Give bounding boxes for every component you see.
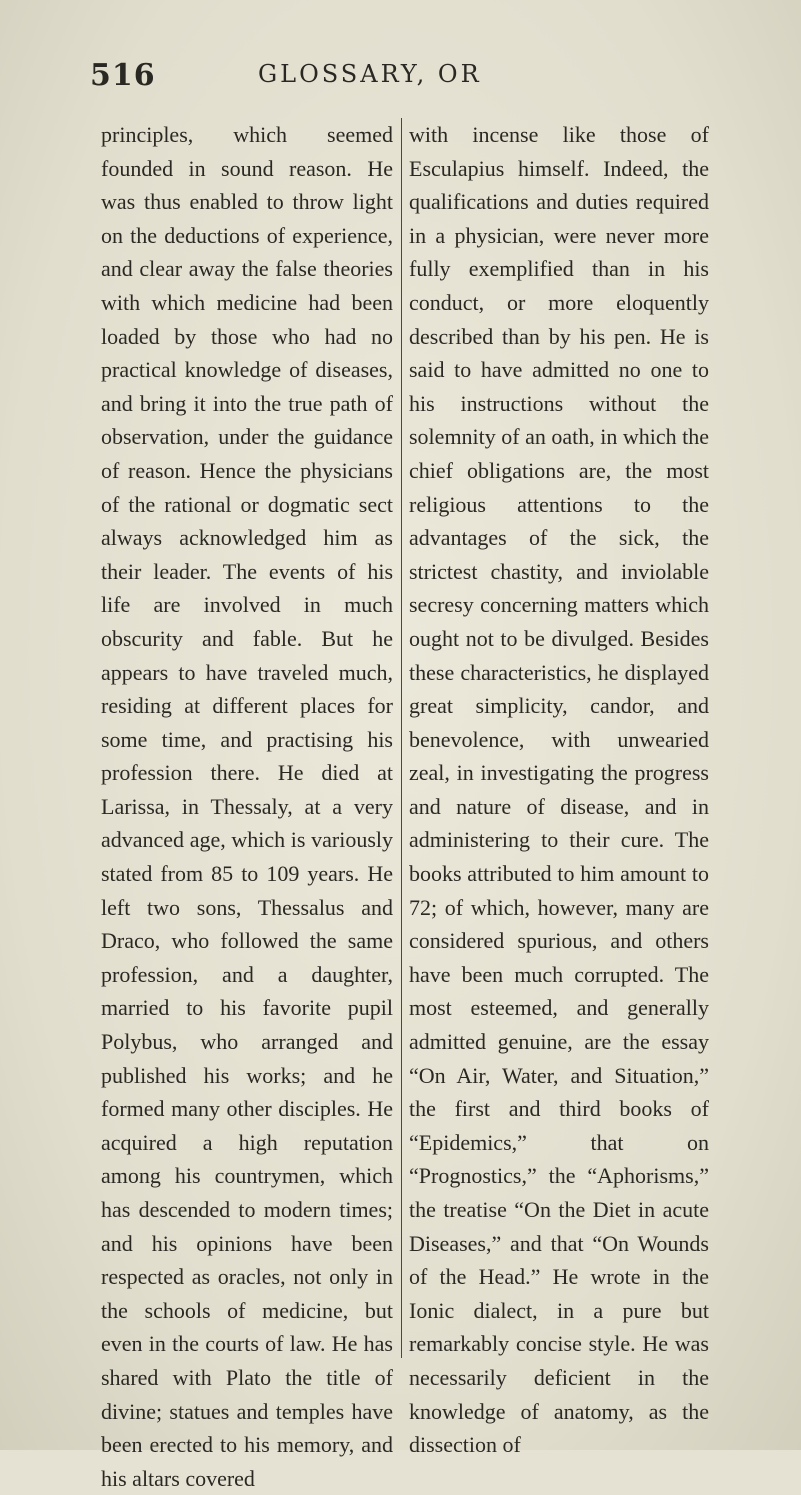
left-column <box>101 118 393 1491</box>
left-column-text: principles, which seemed founded in sound reason. He was thus enabled to throw light on the deductions of experience, and clear away the false theories with which medicine had been loaded by those who had no practical knowledge of diseases, and bring it into the true path of observation, under the guidance of reason. Hence the physicians of the rational or dogmatic sect always acknowledged him as their leader. The events of his life are involved in much obscurity and fable. But he appears to have traveled much, residing at different places for some time, and practising his profession there. He died at Larissa, in Thessaly, at a very advanced age, which is variously stated from 85 to 109 years. He left two sons, Thessalus and Draco, who followed the same profession, and a daughter, married to his favorite pupil Polybus, who arranged and published his works; and he formed many other disciples. He acquired a high reputation among his countrymen, which has descended to modern times; and his opinions have been respected as oracles, not only in the schools of medicine, but even in the courts of law. He has shared with Plato the title of divine; statues and temples have been erected to his memory, and his altars covered <box>101 122 393 1491</box>
right-column-text: with incense like those of Esculapius himself. Indeed, the qualifications and duties required in a physician, were never more fully exemplified than in his conduct, or more eloquently described than by his pen. He is said to have admitted no one to his instructions without the solemnity of an oath, in which the chief obligations are, the most religious attentions to the advantages of the sick, the strictest chastity, and inviolable secresy concerning matters which ought not to be divulged. Besides these characteristics, he displayed great simplicity, candor, and benevolence, with unwearied zeal, in investigating the progress and nature of disease, and in administering to their cure. The books attributed to him amount to 72; of which, however, many are considered spurious, and others have been much corrupted. The most esteemed, and generally admitted genuine, are the essay “On Air, Water, and Situation,” the first and third books of “Epidemics,” that on “Prognostics,” the “Aphorisms,” the treatise “On the Diet in acute Diseases,” and that “On Wounds of the Head.” He wrote in the Ionic dialect, in a pure but remarkably concise style. He was necessarily deficient in the knowledge of anatomy, as the dissection of <box>409 122 709 1458</box>
right-column <box>409 118 709 1458</box>
page-number: 516 <box>90 58 156 93</box>
page-header <box>90 58 741 98</box>
column-divider <box>401 118 402 1358</box>
running-head: GLOSSARY, OR <box>258 60 482 88</box>
